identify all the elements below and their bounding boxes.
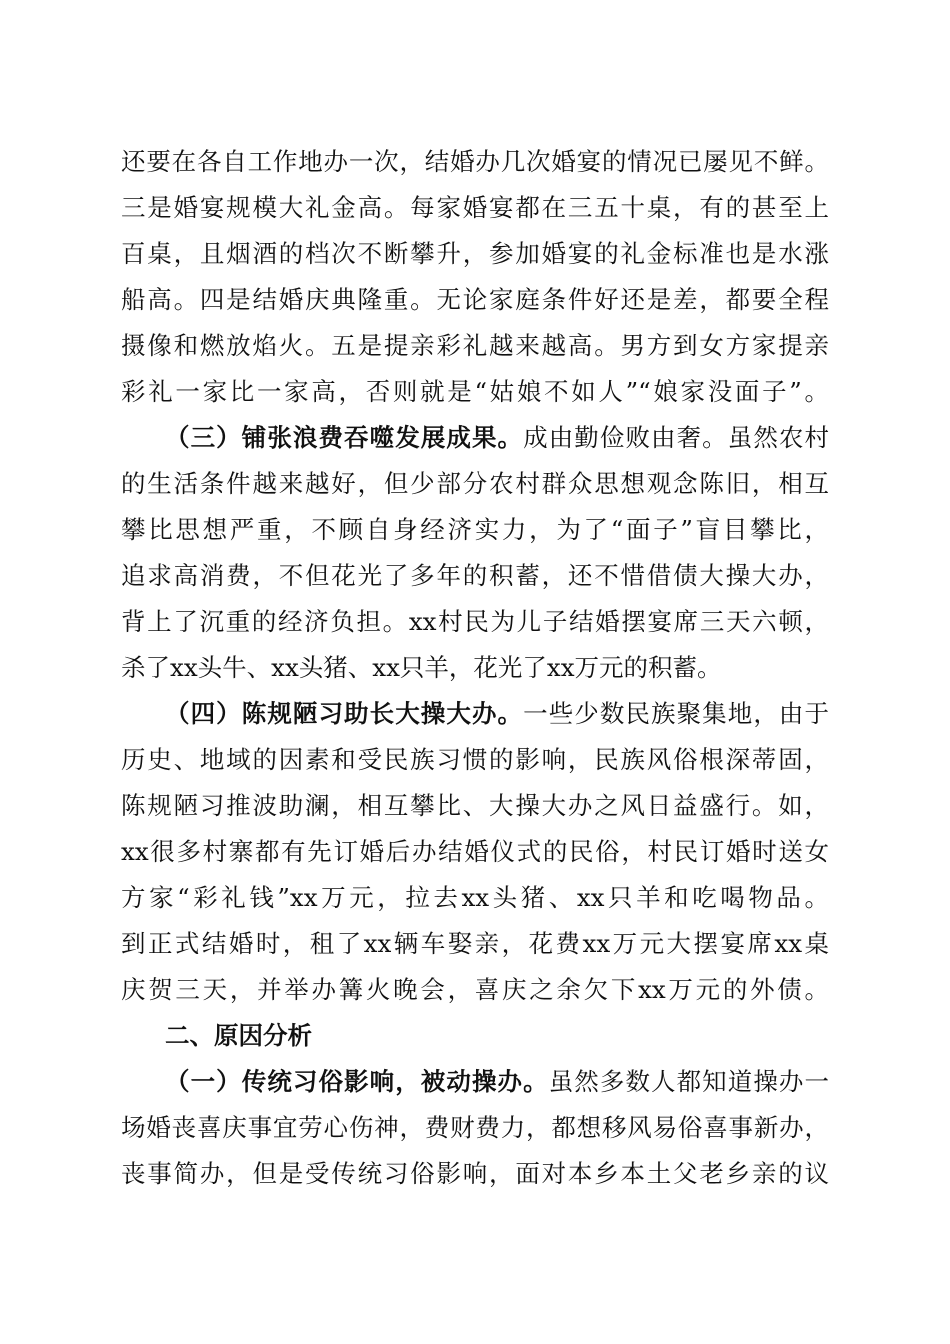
body-text-line: 庆贺三天，并举办篝火晚会，喜庆之余欠下xx万元的外债。 — [121, 975, 829, 1004]
body-text-line: 还要在各自工作地办一次，结婚办几次婚宴的情况已屡见不鲜。 — [121, 147, 829, 176]
body-text-line: 百桌，且烟酒的档次不断攀升，参加婚宴的礼金标准也是水涨 — [121, 239, 829, 268]
section-heading: （一）传统习俗影响，被动操办。 — [165, 1067, 549, 1096]
body-text: 一些少数民族聚集地，由于 — [523, 699, 830, 728]
body-text-line: 追求高消费，不但花光了多年的积蓄，还不惜借债大操大办， — [121, 561, 829, 590]
body-text-line: 到正式结婚时，租了xx辆车娶亲，花费xx万元大摆宴席xx桌 — [121, 929, 829, 958]
body-text: 虽然多数人都知道操办一 — [548, 1067, 830, 1096]
section-heading: （四）陈规陋习助长大操大办。 — [165, 699, 524, 728]
paragraph-first-line — [165, 691, 829, 737]
body-text: 成由勤俭败由奢。虽然农村 — [523, 423, 830, 452]
body-text-line: xx很多村寨都有先订婚后办结婚仪式的民俗，村民订婚时送女 — [121, 837, 829, 866]
section-heading: （三）铺张浪费吞噬发展成果。 — [165, 423, 524, 452]
body-text-line: 历史、地域的因素和受民族习惯的影响，民族风俗根深蒂固， — [121, 745, 829, 774]
body-text-line: 陈规陋习推波助澜，相互攀比、大操大办之风日益盛行。如， — [121, 791, 829, 820]
body-text-line: 背上了沉重的经济负担。xx村民为儿子结婚摆宴席三天六顿， — [121, 607, 829, 636]
paragraph-first-line — [165, 1059, 829, 1105]
body-text-line: 攀比思想严重，不顾自身经济实力，为了“面子”盲目攀比， — [121, 515, 829, 544]
chapter-heading: 二、原因分析 — [165, 1021, 312, 1050]
body-text-line: 三是婚宴规模大礼金高。每家婚宴都在三五十桌，有的甚至上 — [121, 193, 829, 222]
body-text-line: 彩礼一家比一家高，否则就是“姑娘不如人”“娘家没面子”。 — [121, 377, 829, 406]
body-text-line: 杀了xx头牛、xx头猪、xx只羊，花光了xx万元的积蓄。 — [121, 653, 722, 682]
body-text-line: 摄像和燃放焰火。五是提亲彩礼越来越高。男方到女方家提亲 — [121, 331, 829, 360]
body-text-line: 船高。四是结婚庆典隆重。无论家庭条件好还是差，都要全程 — [121, 285, 829, 314]
body-text-line: 丧事简办，但是受传统习俗影响，面对本乡本土父老乡亲的议 — [121, 1159, 829, 1188]
body-text-line: 场婚丧喜庆事宜劳心伤神，费财费力，都想移风易俗喜事新办， — [121, 1113, 829, 1142]
body-text-line: 的生活条件越来越好，但少部分农村群众思想观念陈旧，相互 — [121, 469, 829, 498]
body-text-line: 方家“彩礼钱”xx万元，拉去xx头猪、xx只羊和吃喝物品。 — [121, 883, 829, 912]
paragraph-first-line — [165, 415, 829, 461]
